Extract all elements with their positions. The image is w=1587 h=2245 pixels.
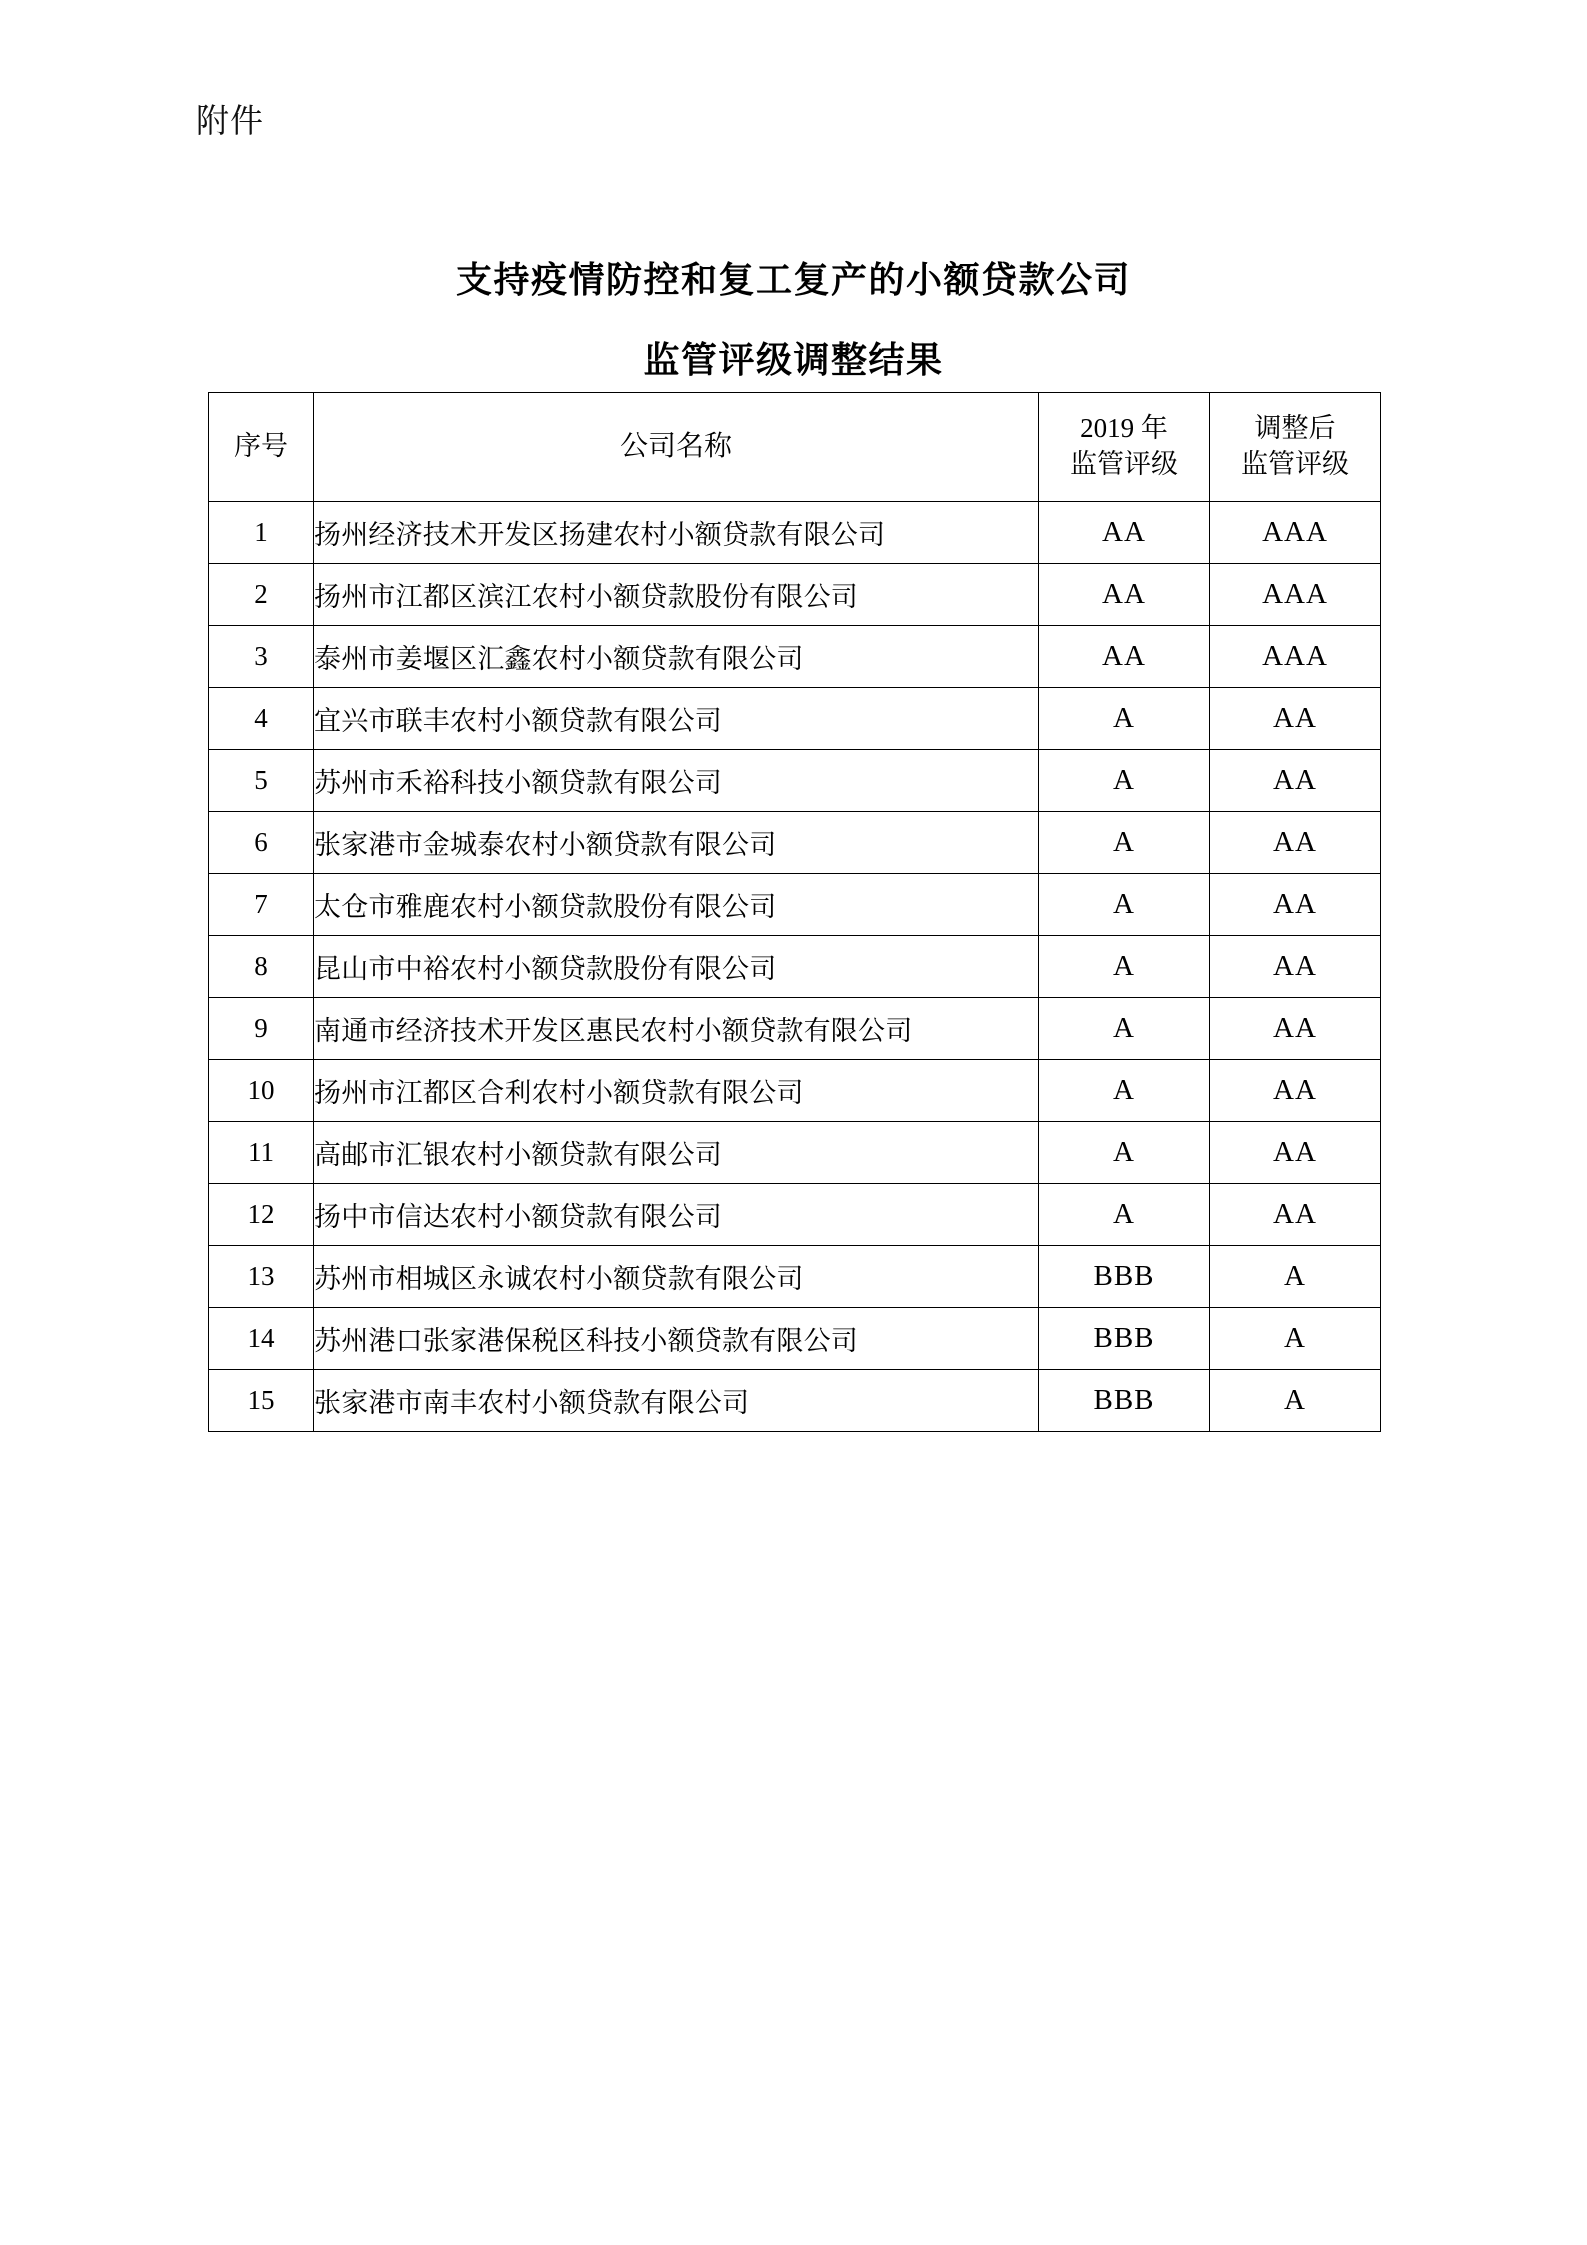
cell-rating-2019: AA [1039,502,1210,564]
cell-company-name: 苏州市禾裕科技小额贷款有限公司 [314,750,1039,812]
table-row [209,936,1381,998]
cell-rating-adjusted: AA [1210,1184,1381,1246]
table-row [209,812,1381,874]
cell-company-name: 昆山市中裕农村小额贷款股份有限公司 [314,936,1039,998]
cell-index: 9 [209,998,314,1060]
cell-rating-adjusted: AA [1210,750,1381,812]
cell-rating-adjusted: AA [1210,936,1381,998]
cell-index: 6 [209,812,314,874]
table-row [209,502,1381,564]
rating-table-wrapper [208,392,1380,1432]
attachment-label: 附件 [196,102,264,139]
column-header-index: 序号 [209,393,314,502]
cell-rating-2019: BBB [1039,1370,1210,1432]
cell-index: 8 [209,936,314,998]
cell-rating-2019: A [1039,998,1210,1060]
table-row [209,1246,1381,1308]
table-row [209,1060,1381,1122]
cell-index: 4 [209,688,314,750]
cell-rating-adjusted: AA [1210,1122,1381,1184]
column-header-rating-adjusted-line1: 调整后 [1254,413,1336,444]
cell-company-name: 太仓市雅鹿农村小额贷款股份有限公司 [314,874,1039,936]
column-header-rating-2019-line2: 监管评级 [1070,449,1178,479]
cell-company-name: 张家港市南丰农村小额贷款有限公司 [314,1370,1039,1432]
table-header [209,393,1381,502]
cell-company-name: 扬中市信达农村小额贷款有限公司 [314,1184,1039,1246]
cell-rating-2019: A [1039,1184,1210,1246]
table-row [209,1184,1381,1246]
cell-company-name: 扬州经济技术开发区扬建农村小额贷款有限公司 [314,502,1039,564]
cell-index: 15 [209,1370,314,1432]
page-subtitle: 监管评级调整结果 [643,340,944,380]
cell-rating-adjusted: AA [1210,812,1381,874]
cell-rating-adjusted: A [1210,1308,1381,1370]
cell-rating-adjusted: AA [1210,1060,1381,1122]
cell-index: 1 [209,502,314,564]
cell-rating-2019: AA [1039,564,1210,626]
cell-rating-2019: A [1039,1060,1210,1122]
cell-rating-2019: BBB [1039,1308,1210,1370]
column-header-rating-adjusted [1210,393,1381,502]
cell-company-name: 宜兴市联丰农村小额贷款有限公司 [314,688,1039,750]
cell-rating-adjusted: AAA [1210,564,1381,626]
cell-company-name: 扬州市江都区合利农村小额贷款有限公司 [314,1060,1039,1122]
column-header-rating-2019-line1: 2019 年 [1080,413,1168,444]
cell-rating-adjusted: AAA [1210,502,1381,564]
page-title: 支持疫情防控和复工复产的小额贷款公司 [455,260,1131,300]
cell-company-name: 泰州市姜堰区汇鑫农村小额贷款有限公司 [314,626,1039,688]
table-row [209,1122,1381,1184]
cell-index: 12 [209,1184,314,1246]
table-row [209,874,1381,936]
table-row [209,564,1381,626]
table-row [209,688,1381,750]
cell-company-name: 高邮市汇银农村小额贷款有限公司 [314,1122,1039,1184]
cell-rating-adjusted: A [1210,1370,1381,1432]
cell-rating-adjusted: A [1210,1246,1381,1308]
table-row [209,750,1381,812]
cell-rating-2019: A [1039,688,1210,750]
table-row [209,1370,1381,1432]
cell-rating-2019: A [1039,936,1210,998]
cell-rating-2019: A [1039,750,1210,812]
cell-rating-2019: BBB [1039,1246,1210,1308]
cell-rating-adjusted: AA [1210,874,1381,936]
cell-index: 2 [209,564,314,626]
rating-table [208,392,1381,1432]
cell-rating-2019: A [1039,812,1210,874]
column-header-rating-adjusted-line2: 监管评级 [1241,449,1349,479]
cell-index: 10 [209,1060,314,1122]
cell-index: 3 [209,626,314,688]
table-header-row [209,393,1381,502]
cell-rating-adjusted: AA [1210,998,1381,1060]
cell-index: 14 [209,1308,314,1370]
column-header-company: 公司名称 [314,393,1039,502]
cell-rating-adjusted: AAA [1210,626,1381,688]
cell-company-name: 南通市经济技术开发区惠民农村小额贷款有限公司 [314,998,1039,1060]
cell-rating-2019: AA [1039,626,1210,688]
table-row [209,998,1381,1060]
cell-rating-2019: A [1039,1122,1210,1184]
cell-index: 11 [209,1122,314,1184]
cell-company-name: 扬州市江都区滨江农村小额贷款股份有限公司 [314,564,1039,626]
cell-rating-adjusted: AA [1210,688,1381,750]
cell-index: 7 [209,874,314,936]
cell-company-name: 苏州港口张家港保税区科技小额贷款有限公司 [314,1308,1039,1370]
cell-company-name: 苏州市相城区永诚农村小额贷款有限公司 [314,1246,1039,1308]
column-header-rating-2019 [1039,393,1210,502]
table-row [209,626,1381,688]
cell-rating-2019: A [1039,874,1210,936]
table-row [209,1308,1381,1370]
cell-company-name: 张家港市金城泰农村小额贷款有限公司 [314,812,1039,874]
cell-index: 5 [209,750,314,812]
cell-index: 13 [209,1246,314,1308]
table-body [209,502,1381,1432]
